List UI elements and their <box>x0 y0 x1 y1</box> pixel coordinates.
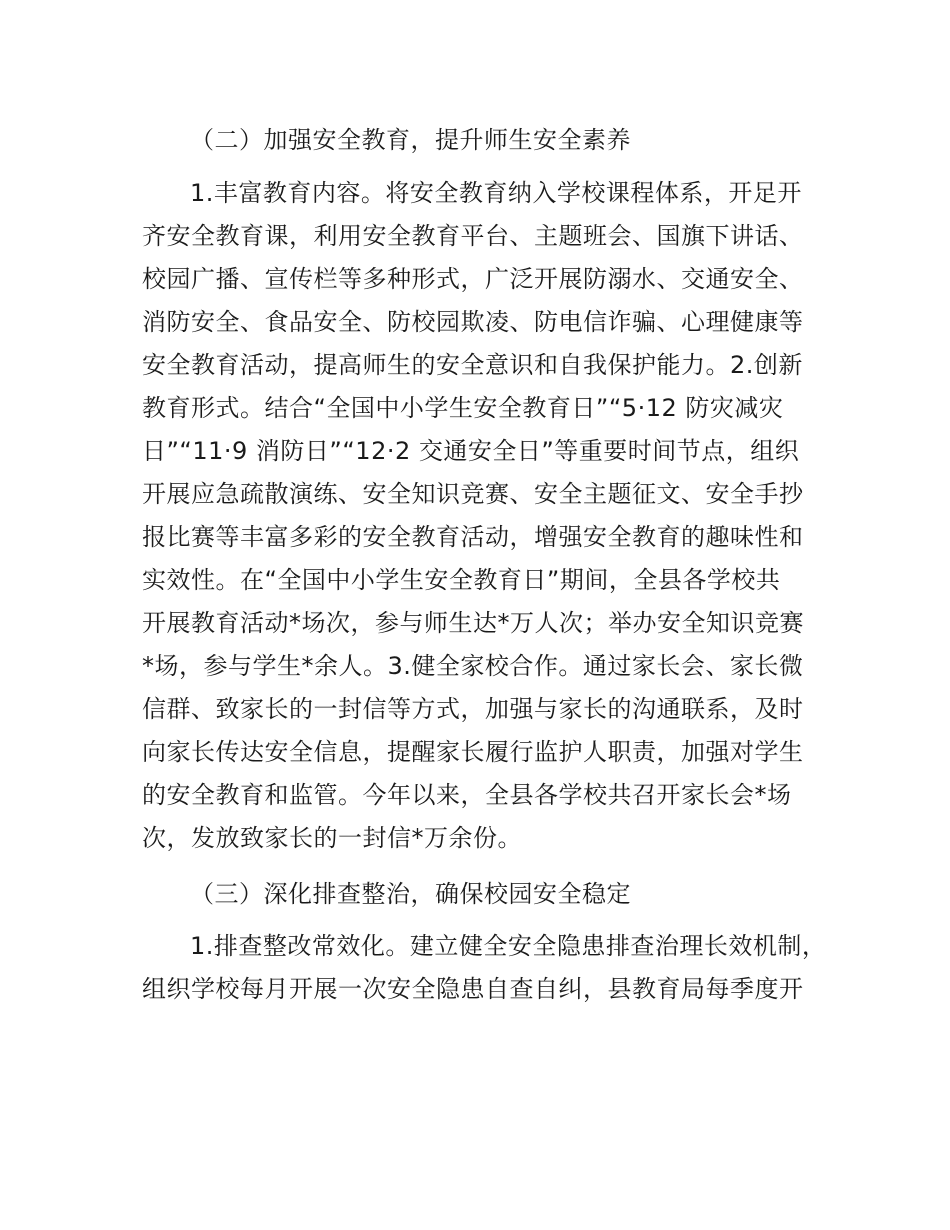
paragraph-line: *场，参与学生*余人。3.健全家校合作。通过家长会、家长微 <box>142 652 804 680</box>
paragraph-line: 向家长传达安全信息，提醒家长履行监护人职责，加强对学生 <box>142 738 804 766</box>
paragraph-line: 信群、致家长的一封信等方式，加强与家长的沟通联系，及时 <box>142 695 804 723</box>
paragraph-line: 的安全教育和监管。今年以来，全县各学校共召开家长会*场 <box>142 781 792 809</box>
section-heading-3: （三）深化排查整治，确保校园安全稳定 <box>190 880 631 908</box>
paragraph-line: 日”“11·9 消防日”“12·2 交通安全日”等重要时间节点，组织 <box>142 437 800 465</box>
paragraph-line: 1.丰富教育内容。将安全教育纳入学校课程体系，开足开 <box>190 179 802 207</box>
paragraph-line: 1.排查整改常效化。建立健全安全隐患排查治理长效机制， <box>190 932 827 960</box>
paragraph-line: 组织学校每月开展一次安全隐患自查自纠，县教育局每季度开 <box>142 975 804 1003</box>
paragraph-line: 齐安全教育课，利用安全教育平台、主题班会、国旗下讲话、 <box>142 222 804 250</box>
paragraph-line: 开展应急疏散演练、安全知识竞赛、安全主题征文、安全手抄 <box>142 480 804 508</box>
paragraph-line: 安全教育活动，提高师生的安全意识和自我保护能力。2.创新 <box>142 351 803 379</box>
section-heading-2: （二）加强安全教育，提升师生安全素养 <box>190 126 631 154</box>
paragraph-line: 次，发放致家长的一封信*万余份。 <box>142 824 522 852</box>
paragraph-line: 开展教育活动*场次，参与师生达*万人次；举办安全知识竞赛 <box>142 609 804 637</box>
paragraph-line: 报比赛等丰富多彩的安全教育活动，增强安全教育的趣味性和 <box>142 523 804 551</box>
paragraph-line: 教育形式。结合“全国中小学生安全教育日”“5·12 防灾减灾 <box>142 394 784 422</box>
paragraph-line: 校园广播、宣传栏等多种形式，广泛开展防溺水、交通安全、 <box>142 265 804 293</box>
paragraph-line: 实效性。在“全国中小学生安全教育日”期间，全县各学校共 <box>142 566 781 594</box>
paragraph-line: 消防安全、食品安全、防校园欺凌、防电信诈骗、心理健康等 <box>142 308 804 336</box>
